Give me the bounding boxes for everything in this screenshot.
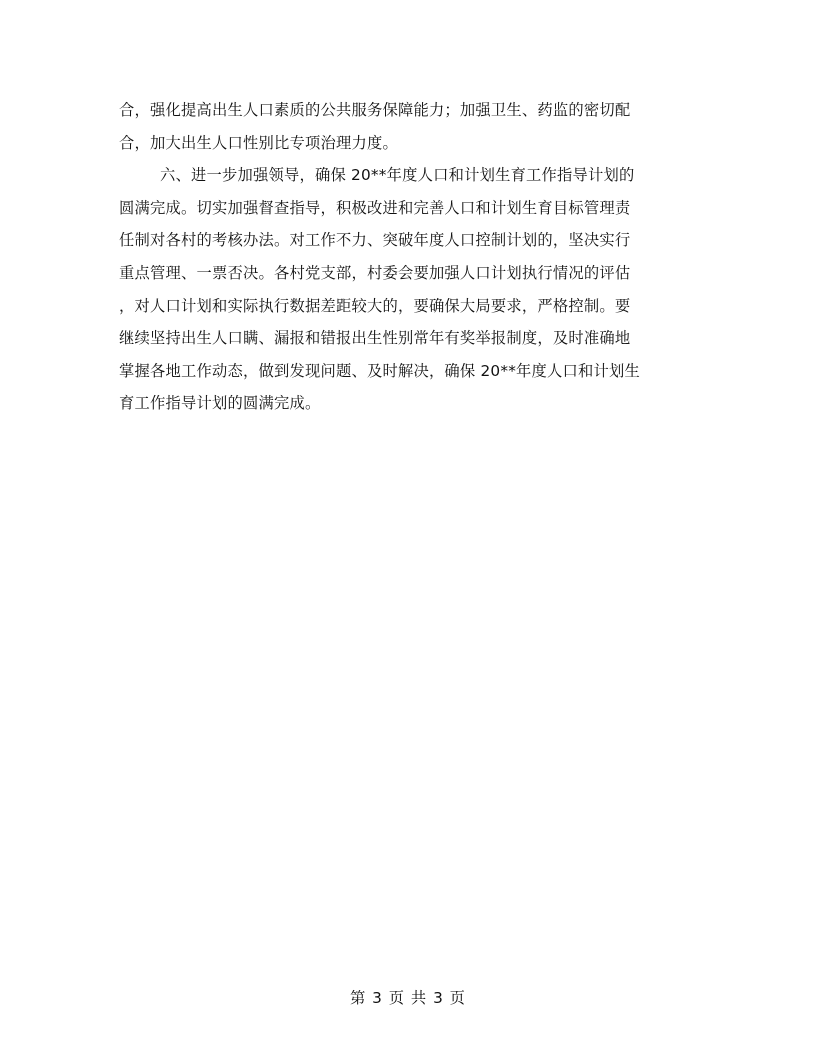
text-line: 继续坚持出生人口瞒、漏报和错报出生性别常年有奖举报制度，及时准确地: [119, 329, 631, 348]
text-line: 掌握各地工作动态，做到发现问题、及时解决，确保 20**年度人口和计划生: [119, 361, 641, 380]
paragraph-start-line: 六、进一步加强领导，确保 20**年度人口和计划生育工作指导计划的: [160, 166, 635, 185]
page-number-footer: 第 3 页 共 3 页: [350, 989, 466, 1007]
text-line: 合，强化提高出生人口素质的公共服务保障能力；加强卫生、药监的密切配: [119, 101, 631, 119]
text-line: ，对人口计划和实际执行数据差距较大的，要确保大局要求，严格控制。要: [119, 296, 631, 315]
text-line: 任制对各村的考核办法。对工作不力、突破年度人口控制计划的，坚决实行: [119, 231, 631, 250]
text-line: 圆满完成。切实加强督查指导，积极改进和完善人口和计划生育目标管理责: [119, 198, 631, 217]
text-line: 育工作指导计划的圆满完成。: [119, 394, 321, 413]
text-line: 合，加大出生人口性别比专项治理力度。: [119, 133, 398, 152]
text-line: 重点管理、一票否决。各村党支部，村委会要加强人口计划执行情况的评估: [119, 263, 631, 282]
body-text: [119, 94, 699, 420]
